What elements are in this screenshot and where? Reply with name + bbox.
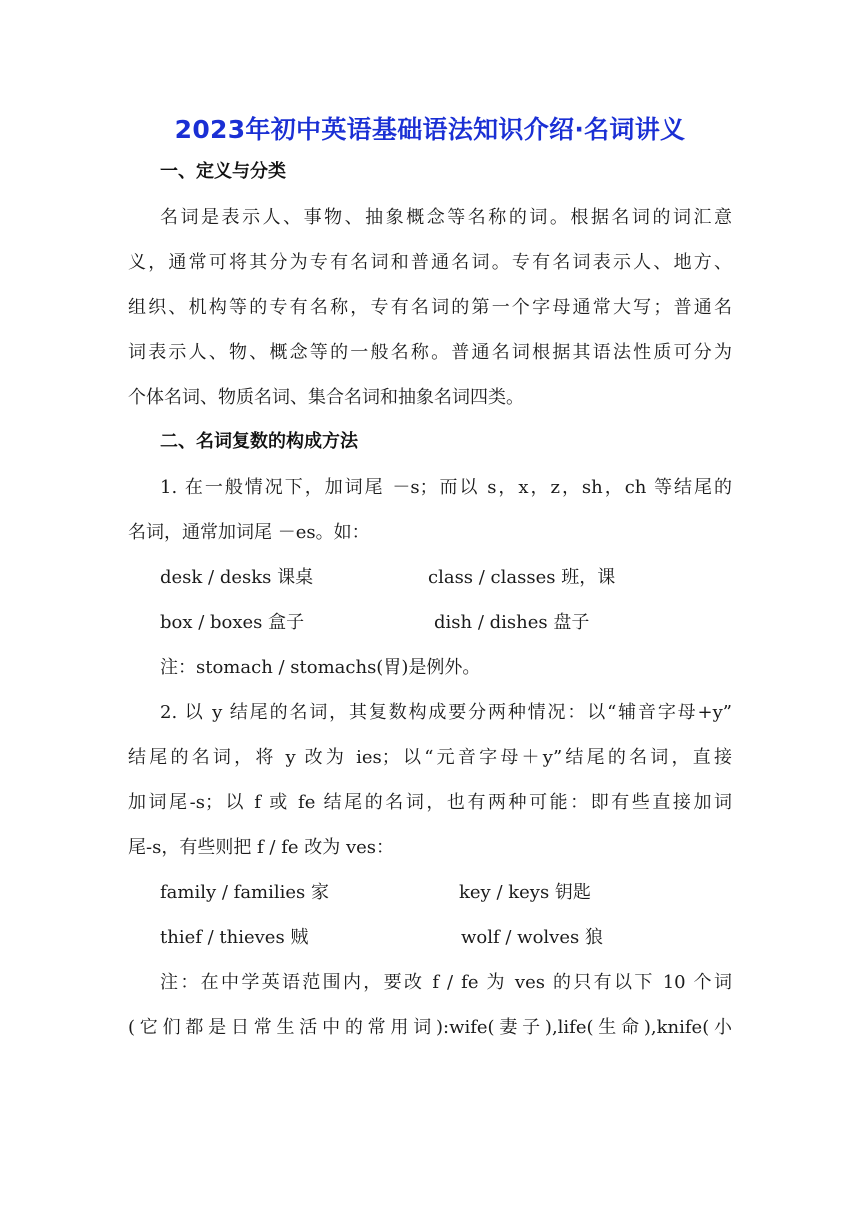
note-2-paragraph [128, 969, 732, 1059]
example-left: box / boxes 盒子 [160, 612, 305, 633]
paragraph-line: 注：在中学英语范围内，要改 f / fe 为 ves 的只有以下 10 个词 [160, 972, 732, 993]
paragraph-line: 义，通常可将其分为专有名词和普通名词。专有名词表示人、地方、 [128, 252, 732, 273]
example-left: thief / thieves 贼 [160, 927, 309, 948]
example-right: class / classes 班，课 [428, 567, 616, 588]
example-left: desk / desks 课桌 [160, 567, 314, 588]
paragraph-line: (它们都是日常生活中的常用词):wife(妻子),life(生命),knife(小 [128, 1017, 732, 1038]
paragraph-line: 词表示人、物、概念等的一般名称。普通名词根据其语法性质可分为 [128, 342, 732, 363]
paragraph-line: 尾-s，有些则把 f / fe 改为 ves： [128, 837, 395, 858]
example-right: wolf / wolves 狼 [461, 927, 603, 948]
paragraph-line: 名词，通常加词尾 －es。如： [128, 522, 370, 543]
definition-paragraph [128, 204, 732, 429]
paragraph-line: 组织、机构等的专有名称，专有名词的第一个字母通常大写；普通名 [128, 297, 732, 318]
note-line: 注：stomach / stomachs(胃)是例外。 [160, 657, 481, 678]
paragraph-line: 2. 以 y 结尾的名词，其复数构成要分两种情况：以“辅音字母+y” [160, 702, 732, 723]
paragraph-line: 1. 在一般情况下，加词尾 －s；而以 s，x，z，sh，ch 等结尾的 [160, 477, 732, 498]
example-right: key / keys 钥匙 [459, 882, 591, 903]
example-left: family / families 家 [160, 882, 329, 903]
example-right: dish / dishes 盘子 [434, 612, 590, 633]
paragraph-line: 个体名词、物质名词、集合名词和抽象名词四类。 [128, 387, 524, 408]
rule-1-paragraph [128, 474, 732, 564]
rule-2-paragraph [128, 699, 732, 879]
paragraph-line: 名词是表示人、事物、抽象概念等名称的词。根据名词的词汇意 [160, 207, 732, 228]
section-heading-definition: 一、定义与分类 [160, 161, 286, 182]
paragraph-line: 结尾的名词，将 y 改为 ies；以“元音字母＋y”结尾的名词，直接 [128, 747, 732, 768]
paragraph-line: 加词尾-s；以 f 或 fe 结尾的名词，也有两种可能：即有些直接加词 [128, 792, 732, 813]
document-title: 2023年初中英语基础语法知识介绍·名词讲义 [174, 115, 686, 144]
section-heading-plural-formation: 二、名词复数的构成方法 [160, 431, 358, 452]
